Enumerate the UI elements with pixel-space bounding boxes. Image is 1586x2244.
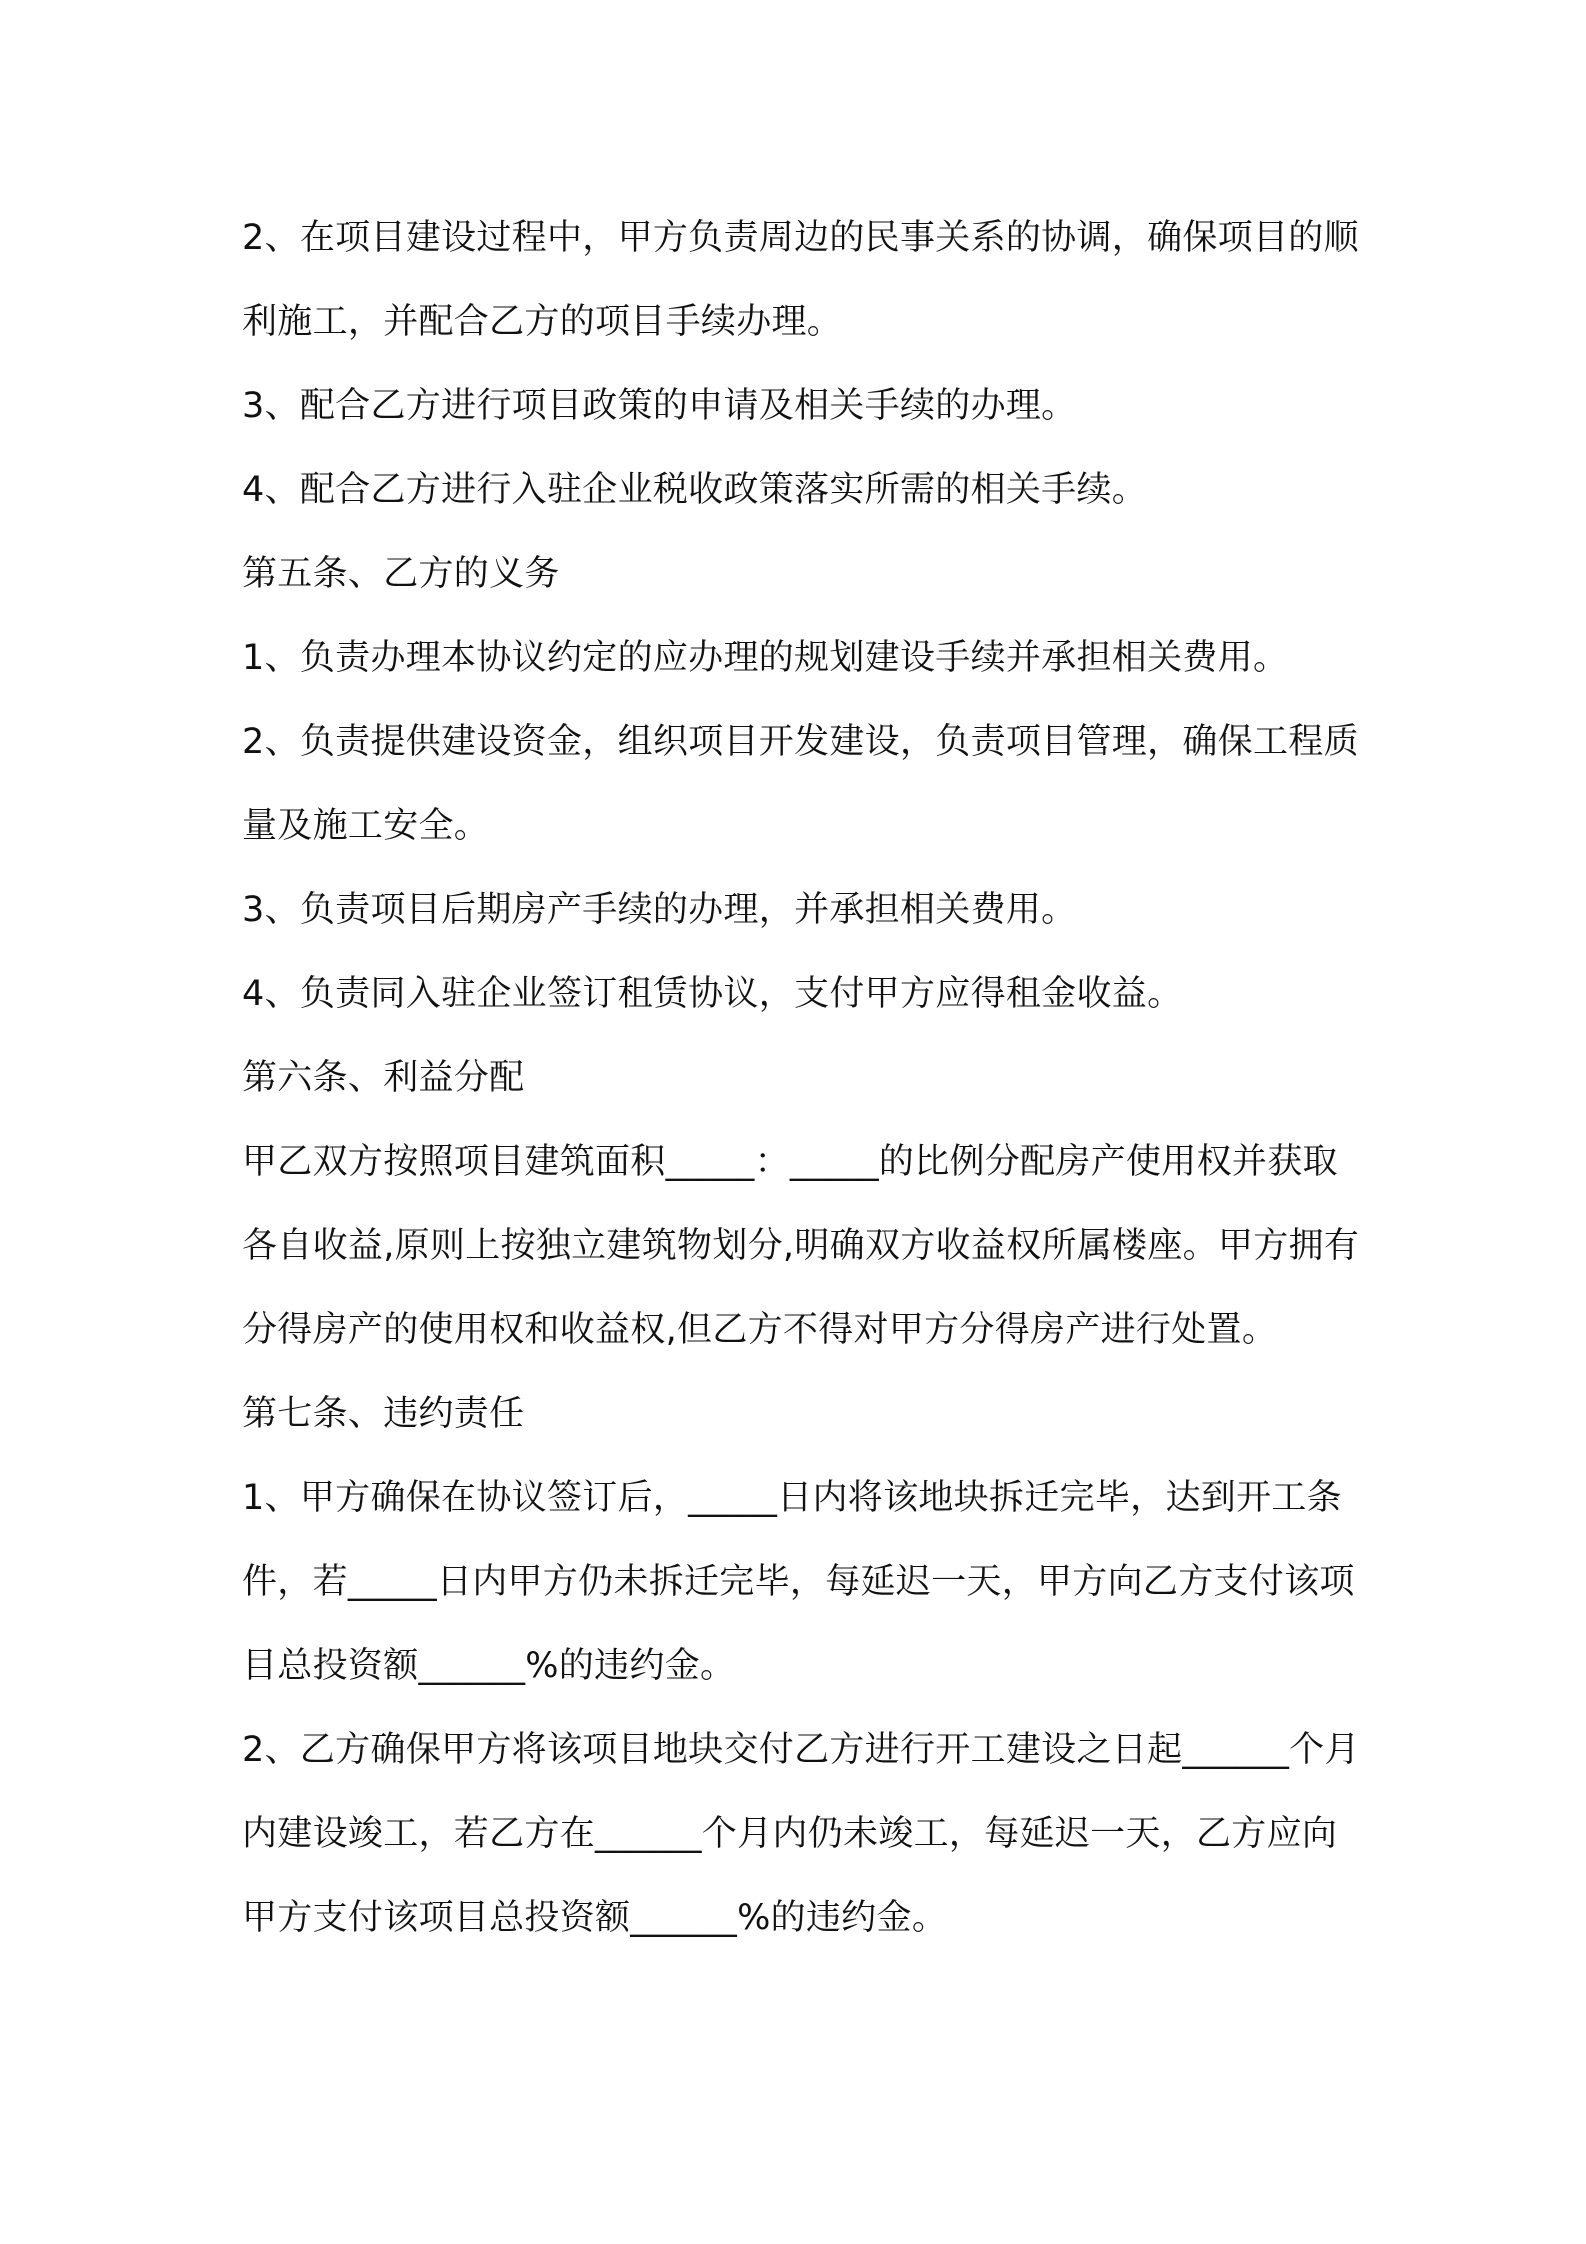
- paragraph-breach-2: 2、乙方确保甲方将该项目地块交付乙方进行开工建设之日起______个月内建设竣工，若乙方在______个月内仍未竣工，每延迟一天，乙方应向甲方支付该项目总投资额______%的违约金。: [242, 1730, 1360, 1938]
- paragraph-party-b-duty-4: 4、负责同入驻企业签订租赁协议，支付甲方应得租金收益。: [242, 974, 1183, 1014]
- paragraph-party-b-duty-2: 2、负责提供建设资金，组织项目开发建设，负责项目管理，确保工程质量及施工安全。: [242, 722, 1359, 846]
- paragraph-profit-distribution: 甲乙双方按照项目建筑面积_____：_____的比例分配房产使用权并获取各自收益,原则上按独立建筑物划分,明确双方收益权所属楼座。甲方拥有分得房产的使用权和收益权,但乙方不得对甲方分得房产进行处置。: [242, 1142, 1360, 1350]
- paragraph-party-b-duty-3: 3、负责项目后期房产手续的办理，并承担相关费用。: [242, 890, 1077, 930]
- heading-article-6: 第六条、利益分配: [242, 1058, 525, 1098]
- paragraph-breach-1: 1、甲方确保在协议签订后，_____日内将该地块拆迁完毕，达到开工条件，若_____日内甲方仍未拆迁完毕，每延迟一天，甲方向乙方支付该项目总投资额______%的违约金。: [242, 1478, 1355, 1686]
- document-body: [242, 196, 1362, 1960]
- heading-article-7: 第七条、违约责任: [242, 1394, 525, 1434]
- paragraph-party-a-duty-2: 2、在项目建设过程中，甲方负责周边的民事关系的协调，确保项目的顺利施工，并配合乙方的项目手续办理。: [242, 218, 1359, 342]
- heading-article-5: 第五条、乙方的义务: [242, 554, 560, 594]
- paragraph-party-a-duty-3: 3、配合乙方进行项目政策的申请及相关手续的办理。: [242, 386, 1077, 426]
- paragraph-party-a-duty-4: 4、配合乙方进行入驻企业税收政策落实所需的相关手续。: [242, 470, 1148, 510]
- paragraph-party-b-duty-1: 1、负责办理本协议约定的应办理的规划建设手续并承担相关费用。: [242, 638, 1289, 678]
